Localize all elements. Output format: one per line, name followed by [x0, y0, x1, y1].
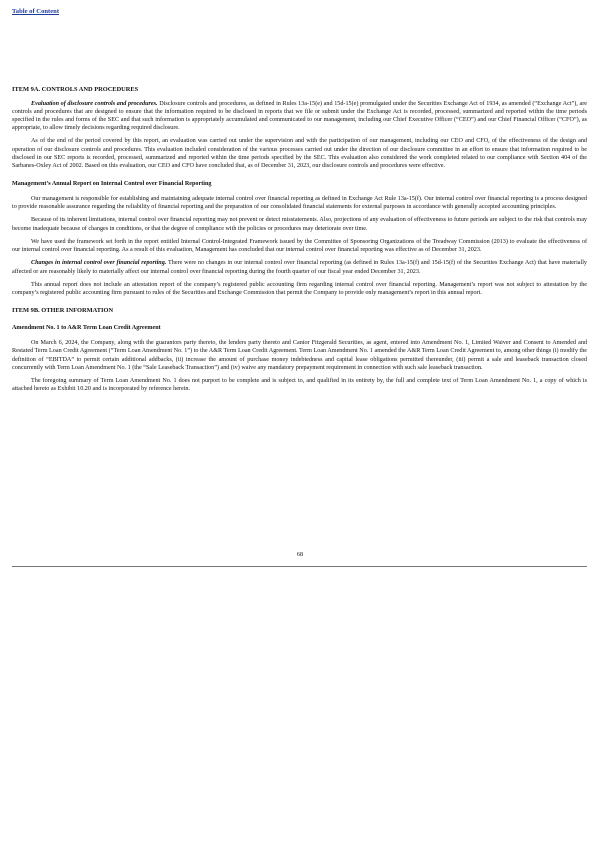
disclosure-controls-lead: Evaluation of disclosure controls and procedures.: [31, 100, 158, 107]
page-content: [12, 86, 587, 399]
amendment-summary-paragraph: The foregoing summary of Term Loan Amendment No. 1 does not purport to be complete and is subject to, and qualified in its entirety by, the full and complete text of Term Loan Amendment No. 1, a copy of which is attached hereto as Exhibit 10.20 and is incorporated by reference herein.: [12, 378, 587, 393]
management-report-heading: Management’s Annual Report on Internal Control over Financial Reporting: [12, 180, 212, 187]
changes-lead: Changes in internal control over financial reporting.: [31, 260, 167, 267]
amendment-heading: Amendment No. 1 to A&R Term Loan Credit Agreement: [12, 324, 161, 331]
changes-text: There were no changes in our internal control over financial reporting (as defined in Rules 13a-15(f) and 15d-15(f) of the Securities Exchange Act) that have materially affected or are reasonably likely to materially affect our internal control over financial reporting during the fourth quarter of our fiscal year ended December 31, 2023.: [12, 260, 587, 275]
page-number: 68: [296, 551, 304, 558]
changes-paragraph: [12, 259, 587, 275]
evaluation-paragraph: As of the end of the period covered by this report, an evaluation was carried out under the supervision and with the participation of our management, including our CEO and CFO, of the effectiveness of the design and operation of our disclosure controls and procedures. This evaluation included consideration of the various processes carried out under the direction of our disclosure committee in an effort to ensure that information required to be disclosed in our SEC reports is recorded, processed, summarized and reported within the time periods specified by the SEC. This evaluation also considered the work completed related to our compliance with Section 404 of the Sarbanes-Oxley Act of 2002. Based on this evaluation, our CEO and CFO have concluded that, as of December 31, 2023, our disclosure controls and procedures were effective.: [12, 138, 587, 169]
inherent-limitations-paragraph: Because of its inherent limitations, internal control over financial reporting may not prevent or detect misstatements. Also, projections of any evaluation of effectiveness to future periods are subject to the risk that controls may become inadequate because of changes in conditions, or that the degree of compliance with the policies or procedures may deteriorate over time.: [12, 217, 587, 232]
item-9b-heading: ITEM 9B. OTHER INFORMATION: [12, 306, 114, 314]
attestation-paragraph: This annual report does not include an attestation report of the company’s registered public accounting firm regarding internal control over financial reporting. Management’s report was not subject to attestation by the company’s registered public accounting firm pursuant to rules of the Securities and Exchange Commission that permit the Company to provide only management’s report in this annual report.: [12, 281, 587, 297]
footer-divider: [12, 566, 587, 567]
disclosure-controls-text: Disclosure controls and procedures, as defined in Rules 13a-15(e) and 15d-15(e) promulgated under the Securities Exchange Act of 1934, as amended (“Exchange Act”), are controls and procedures that are designed to ensure that the information required to be disclosed in reports that we file or submit under the Exchange Act is recorded, processed, summarized and reported within the time periods specified in the rules and forms of the SEC and that such information is appropriately accumulated and communicated to our management, including our Chief Executive Officer (“CEO”) and our Chief Financial Officer (“CFO”), as appropriate, to allow timely decisions regarding required disclosure.: [12, 100, 587, 132]
disclosure-controls-paragraph: [12, 100, 587, 133]
management-responsibility-paragraph: Our management is responsible for establishing and maintaining adequate internal control over financial reporting as defined in Exchange Act Rule 13a-15(f). Our internal control over financial reporting is a process designed to provide reasonable assurance regarding the reliability of financial reporting and the preparation of our consolidated financial statements for external purposes in accordance with generally accepted accounting principles.: [12, 195, 587, 211]
item-9a-heading: ITEM 9A. CONTROLS AND PROCEDURES: [12, 86, 139, 93]
table-of-content-link[interactable]: Table of Content: [12, 8, 60, 15]
framework-paragraph: We have used the framework set forth in the report entitled Internal Control-Integrated Framework issued by the Committee of Sponsoring Organizations of the Treadway Commission (2013) to evaluate the effectiveness of our internal control over financial reporting. As a result of this evaluation, Management has concluded that our internal control over financial reporting was effective as of December 31, 2023.: [12, 238, 587, 254]
amendment-paragraph: On March 6, 2024, the Company, along with the guarantors party thereto, the lenders party thereto and Cantor Fitzgerald Securities, as agent, entered into Amendment No. 1, Limited Waiver and Consent to Amended and Restated Term Loan Credit Agreement (“Term Loan Amendment No. 1”) to the A&R Term Loan Credit Agreement. Term Loan Amendment No. 1 amended the A&R Term Loan Credit Agreement to, among other things (i) modify the definition of “EBITDA” to permit certain additional addbacks, (ii) increase the amount of purchase money indebtedness and capital lease obligations permitted thereunder, (iii) permit a sale and leaseback transaction closed concurrently with Term Loan Amendment No. 1 (the “Sale Leaseback Transaction”) and (iv) waive any mandatory prepayment requirement in connection with such sale leaseback transaction.: [12, 340, 587, 371]
